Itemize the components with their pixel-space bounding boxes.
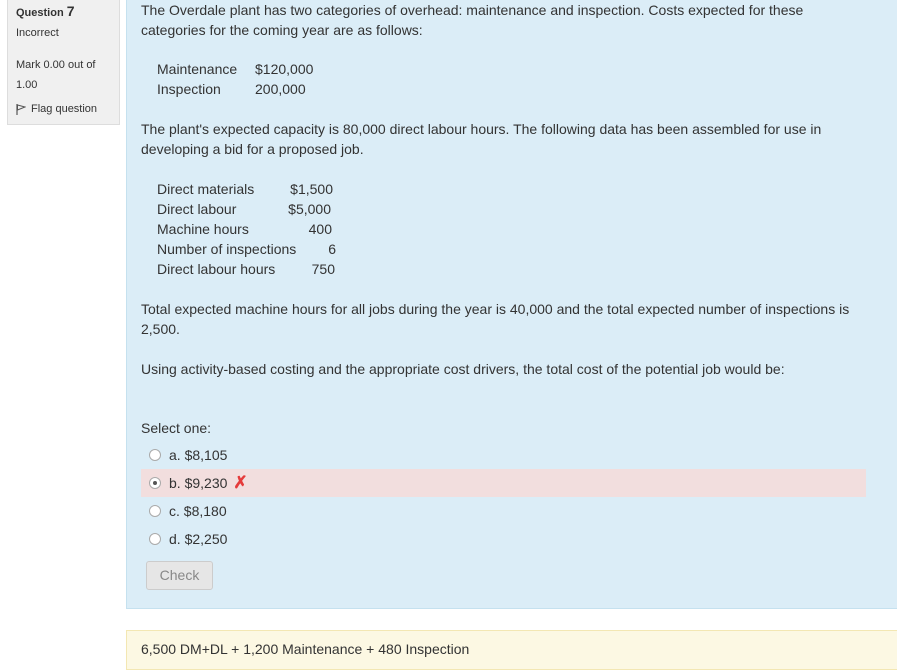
job-data-row bbox=[157, 219, 336, 239]
question-number bbox=[16, 3, 75, 19]
job-data-row bbox=[157, 239, 336, 259]
overhead-label: Inspection bbox=[157, 81, 221, 97]
job-data-label: Number of inspections bbox=[157, 241, 297, 257]
radio-button[interactable] bbox=[149, 477, 161, 489]
job-data-value: $1,500 bbox=[290, 181, 333, 197]
question-state: Incorrect bbox=[16, 27, 59, 39]
job-data-label: Direct labour hours bbox=[157, 261, 276, 277]
select-one-prompt: Select one: bbox=[141, 420, 212, 436]
job-data-row bbox=[157, 259, 336, 279]
overhead-label: Maintenance bbox=[157, 61, 238, 77]
answer-option-label: b. $9,230 bbox=[169, 475, 228, 491]
general-feedback bbox=[126, 630, 897, 670]
answer-option-label: a. $8,105 bbox=[169, 447, 228, 463]
flag-question-label: Flag question bbox=[31, 103, 98, 115]
job-data-value: 400 bbox=[308, 221, 332, 237]
job-data-value: $5,000 bbox=[288, 201, 331, 217]
job-data-value: 6 bbox=[328, 241, 336, 257]
answer-options bbox=[141, 441, 866, 553]
overhead-row bbox=[157, 79, 313, 99]
flag-question-link[interactable] bbox=[16, 103, 97, 115]
totals-text: Total expected machine hours for all jobs during the year is 40,000 and the total expected number of inspections is 2,500. bbox=[141, 301, 850, 337]
ask-text: Using activity-based costing and the appropriate cost drivers, the total cost of the potential job would be: bbox=[141, 361, 785, 377]
answer-option-c[interactable] bbox=[141, 497, 866, 525]
answer-option-label: d. $2,250 bbox=[169, 531, 228, 547]
radio-button[interactable] bbox=[149, 449, 161, 461]
overhead-row bbox=[157, 59, 313, 79]
job-data-row bbox=[157, 199, 336, 219]
overhead-costs-table bbox=[157, 59, 313, 99]
feedback-text: 6,500 DM+DL + 1,200 Maintenance + 480 Inspection bbox=[141, 641, 470, 657]
job-data-label: Machine hours bbox=[157, 221, 249, 237]
overhead-value: 200,000 bbox=[255, 81, 306, 97]
job-data-table bbox=[157, 179, 336, 279]
flag-icon bbox=[16, 104, 26, 115]
answer-option-label: c. $8,180 bbox=[169, 503, 227, 519]
job-data-value: 750 bbox=[311, 261, 335, 277]
capacity-text: The plant's expected capacity is 80,000 direct labour hours. The following data has been assembled for use in developing a bid for a proposed job. bbox=[141, 121, 822, 157]
check-button[interactable]: Check bbox=[146, 561, 213, 590]
job-data-row bbox=[157, 179, 336, 199]
question-formulation bbox=[126, 0, 897, 609]
job-data-label: Direct materials bbox=[157, 181, 255, 197]
incorrect-x-icon: ✗ bbox=[233, 473, 248, 492]
question-grade: Mark 0.00 out of 1.00 bbox=[16, 59, 96, 91]
answer-option-b[interactable] bbox=[141, 469, 866, 497]
answer-option-a[interactable] bbox=[141, 441, 866, 469]
radio-button[interactable] bbox=[149, 505, 161, 517]
job-data-label: Direct labour bbox=[157, 201, 237, 217]
question-number-value: 7 bbox=[66, 3, 75, 19]
question-intro: The Overdale plant has two categories of overhead: maintenance and inspection. Costs expected for these categories for the coming year are as follows: bbox=[141, 2, 804, 38]
overhead-value: $120,000 bbox=[255, 61, 314, 77]
question-label: Question bbox=[16, 7, 64, 19]
question-info bbox=[7, 0, 120, 125]
answer-option-d[interactable] bbox=[141, 525, 866, 553]
radio-button[interactable] bbox=[149, 533, 161, 545]
